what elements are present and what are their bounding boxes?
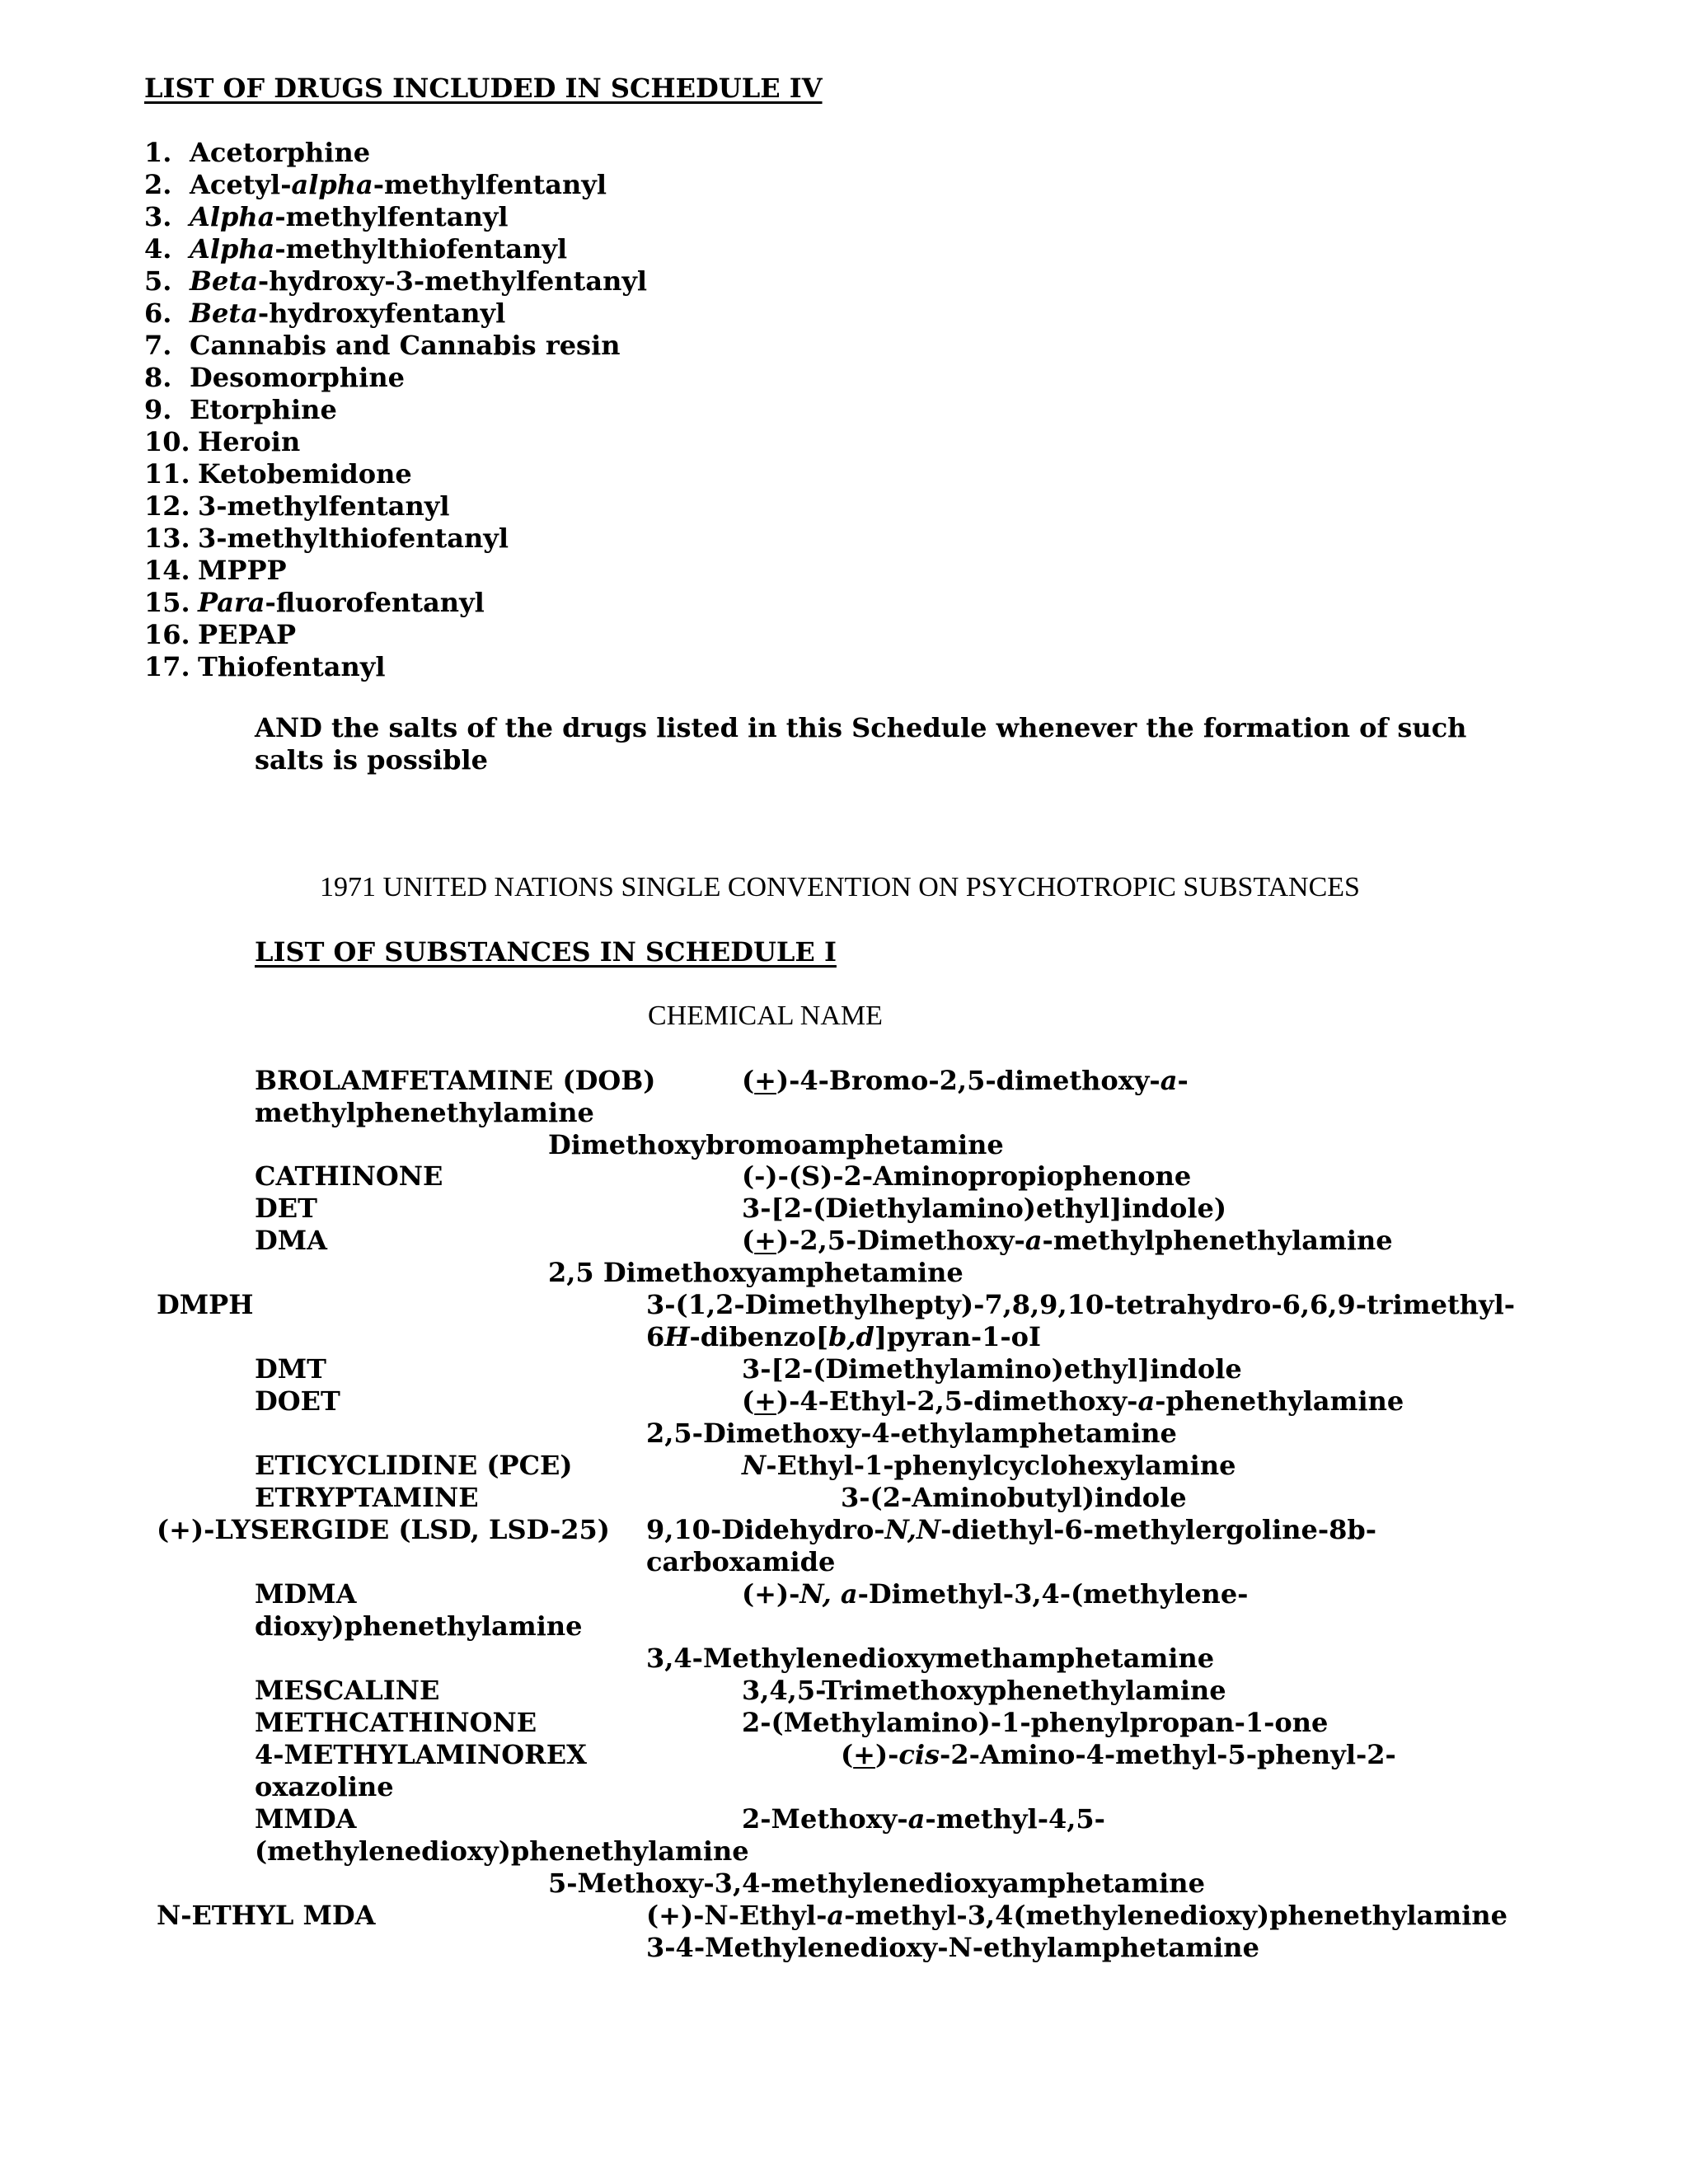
- item-number: 10.: [144, 426, 190, 457]
- drug-name: Heroin: [198, 426, 301, 457]
- alternate-name: 3,4-Methylenedioxymethamphetamine: [646, 1643, 1215, 1674]
- substance-name: DOET: [255, 1385, 340, 1417]
- drug-name: MPPP: [198, 555, 287, 586]
- substance-name: BROLAMFETAMINE (DOB): [255, 1065, 656, 1096]
- item-number: 13.: [144, 523, 190, 554]
- drug-name: Desomorphine: [190, 362, 405, 393]
- item-number: 1.: [144, 137, 172, 168]
- item-number: 4.: [144, 233, 172, 265]
- item-number: 2.: [144, 169, 172, 200]
- drug-name: Para-fluorofentanyl: [198, 587, 485, 618]
- substance-name: MMDA: [255, 1803, 357, 1835]
- schedule-iv-title: LIST OF DRUGS INCLUDED IN SCHEDULE IV: [144, 73, 823, 104]
- alternate-name: Dimethoxybromoamphetamine: [548, 1129, 1004, 1160]
- drug-name: Acetorphine: [190, 137, 371, 168]
- alternate-name: 2,5-Dimethoxy-4-ethylamphetamine: [646, 1418, 1177, 1449]
- chemical-name-wrap: oxazoline: [255, 1771, 394, 1802]
- item-number: 16.: [144, 619, 190, 650]
- drug-name: Acetyl-alpha-methylfentanyl: [190, 169, 607, 200]
- item-number: 11.: [144, 458, 190, 490]
- chemical-name: (+)-4-Bromo-2,5-dimethoxy-a-: [742, 1065, 1189, 1096]
- schedule-i-title: LIST OF SUBSTANCES IN SCHEDULE I: [255, 936, 837, 968]
- item-number: 7.: [144, 330, 172, 361]
- substance-name: MESCALINE: [255, 1675, 440, 1706]
- chemical-name: (+)-2,5-Dimethoxy-a-methylphenethylamine: [742, 1225, 1393, 1256]
- alternate-name: 2,5 Dimethoxyamphetamine: [548, 1257, 964, 1288]
- alternate-name: 3-4-Methylenedioxy-N-ethylamphetamine: [646, 1932, 1259, 1963]
- chemical-name-wrap: dioxy)phenethylamine: [255, 1610, 583, 1642]
- chemical-name: 3-[2-(Diethylamino)ethyl]indole): [742, 1193, 1227, 1224]
- chemical-name: (+)-N, a-Dimethyl-3,4-(methylene-: [742, 1578, 1249, 1610]
- item-number: 3.: [144, 201, 172, 232]
- drug-name: Thiofentanyl: [198, 651, 386, 682]
- substance-name: DMA: [255, 1225, 327, 1256]
- drug-name: 3-methylthiofentanyl: [198, 523, 509, 554]
- substance-name: DMPH: [157, 1289, 254, 1320]
- substance-name: ETRYPTAMINE: [255, 1482, 479, 1513]
- drug-name: Etorphine: [190, 394, 337, 425]
- item-number: 8.: [144, 362, 172, 393]
- drug-name: Cannabis and Cannabis resin: [190, 330, 621, 361]
- drug-name: Beta-hydroxyfentanyl: [190, 298, 506, 329]
- item-number: 17.: [144, 651, 190, 682]
- substance-name: MDMA: [255, 1578, 357, 1610]
- chemical-name: 2-Methoxy-a-methyl-4,5-: [742, 1803, 1105, 1835]
- substance-name: ETICYCLIDINE (PCE): [255, 1450, 573, 1481]
- substance-name: 4-METHYLAMINOREX: [255, 1739, 587, 1770]
- item-number: 6.: [144, 298, 172, 329]
- drug-name: 3-methylfentanyl: [198, 490, 450, 522]
- chemical-name: 3-[2-(Dimethylamino)ethyl]indole: [742, 1353, 1242, 1385]
- chemical-name: N-Ethyl-1-phenylcyclohexylamine: [742, 1450, 1236, 1481]
- chemical-name-wrap: methylphenethylamine: [255, 1097, 594, 1128]
- drug-name: PEPAP: [198, 619, 297, 650]
- substance-name: N-ETHYL MDA: [157, 1900, 376, 1931]
- salts-note-line-2: salts is possible: [255, 744, 488, 776]
- chemical-name: 3,4,5-Trimethoxyphenethylamine: [742, 1675, 1226, 1706]
- chemical-name: (+)-4-Ethyl-2,5-dimethoxy-a-phenethylamine: [742, 1385, 1404, 1417]
- substance-name: METHCATHINONE: [255, 1707, 537, 1738]
- chemical-name-header: CHEMICAL NAME: [648, 1001, 883, 1031]
- substance-name: DET: [255, 1193, 317, 1224]
- salts-note-line-1: AND the salts of the drugs listed in this Schedule whenever the formation of such: [255, 712, 1467, 743]
- item-number: 12.: [144, 490, 190, 522]
- chemical-name-wrap: carboxamide: [646, 1546, 836, 1577]
- item-number: 15.: [144, 587, 190, 618]
- chemical-name-wrap: 6H-dibenzo[b,d]pyran-1-oI: [646, 1321, 1041, 1352]
- chemical-name-wrap: (methylenedioxy)phenethylamine: [255, 1835, 749, 1867]
- item-number: 9.: [144, 394, 172, 425]
- substance-name: DMT: [255, 1353, 326, 1385]
- substance-name: (+)-LYSERGIDE (LSD, LSD-25): [157, 1514, 610, 1545]
- drug-name: Beta-hydroxy-3-methylfentanyl: [190, 265, 648, 297]
- item-number: 5.: [144, 265, 172, 297]
- substance-name: CATHINONE: [255, 1160, 443, 1192]
- chemical-name: 2-(Methylamino)-1-phenylpropan-1-one: [742, 1707, 1329, 1738]
- chemical-name: (+)-N-Ethyl-a-methyl-3,4(methylenedioxy)phenethylamine: [646, 1900, 1507, 1931]
- alternate-name: 5-Methoxy-3,4-methylenedioxyamphetamine: [548, 1868, 1205, 1899]
- chemical-name: (-)-(S)-2-Aminopropiophenone: [742, 1160, 1192, 1192]
- chemical-name: (+)-cis-2-Amino-4-methyl-5-phenyl-2-: [841, 1739, 1396, 1770]
- drug-name: Ketobemidone: [198, 458, 412, 490]
- chemical-name: 3-(2-Aminobutyl)indole: [841, 1482, 1187, 1513]
- chemical-name: 9,10-Didehydro-N,N-diethyl-6-methylergoline-8b-: [646, 1514, 1377, 1545]
- drug-name: Alpha-methylfentanyl: [190, 201, 509, 232]
- chemical-name: 3-(1,2-Dimethylhepty)-7,8,9,10-tetrahydro-6,6,9-trimethyl-: [646, 1289, 1516, 1320]
- item-number: 14.: [144, 555, 190, 586]
- drug-name: Alpha-methylthiofentanyl: [190, 233, 568, 265]
- convention-heading: 1971 UNITED NATIONS SINGLE CONVENTION ON PSYCHOTROPIC SUBSTANCES: [320, 872, 1360, 902]
